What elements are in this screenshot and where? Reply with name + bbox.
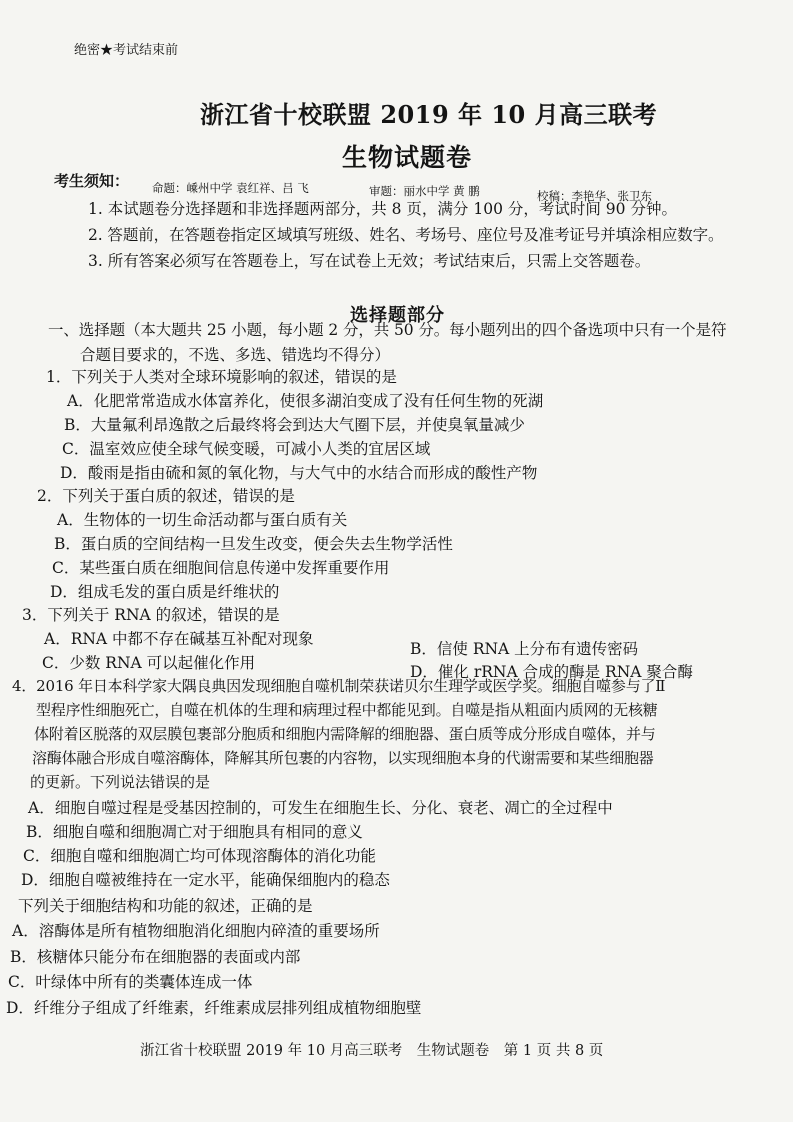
question-stem: 4．2016 年日本科学家大隅良典因发现细胞自噬机制荣获诺贝尔生理学或医学奖。细胞自噬参与了Ⅱ — [12, 677, 666, 695]
option-a: A．化肥常常造成水体富养化，使很多湖泊变成了没有任何生物的死湖 — [67, 392, 544, 410]
exam-title: 浙江省十校联盟 2019 年 10 月高三联考 — [200, 100, 658, 129]
notice-item: 1. 本试题卷分选择题和非选择题两部分，共 8 页，满分 100 分，考试时间 90 分钟。 — [88, 200, 677, 218]
option-a: A．RNA 中都不存在碱基互补配对现象 — [44, 630, 314, 648]
notice-item: 2. 答题前，在答题卷指定区域填写班级、姓名、考场号、座位号及准考证号并填涂相应数字。 — [88, 226, 724, 244]
option-d: D．酸雨是指由硫和氮的氧化物，与大气中的水结合而形成的酸性产物 — [60, 464, 538, 482]
option-b: B．细胞自噬和细胞凋亡对于细胞具有相同的意义 — [26, 823, 363, 841]
question-stem: 下列关于细胞结构和功能的叙述，正确的是 — [18, 897, 313, 915]
option-c: C．少数 RNA 可以起催化作用 — [42, 654, 256, 672]
section-instruction: 一、选择题（本大题共 25 小题，每小题 2 分，共 50 分。每小题列出的四个备选项中只有一个是符 — [48, 321, 727, 339]
section-instruction: 合题目要求的，不选、多选、错选均不得分） — [80, 346, 391, 364]
notice-heading: 考生须知： — [54, 172, 130, 190]
option-c: C．叶绿体中所有的类囊体连成一体 — [8, 973, 253, 991]
notice-item: 3. 所有答案必须写在答题卷上，写在试卷上无效；考试结束后，只需上交答题卷。 — [88, 252, 651, 270]
reviewer-credit: 审题：丽水中学 黄 鹏 — [369, 184, 480, 198]
question-stem: 3．下列关于 RNA 的叙述，错误的是 — [22, 606, 280, 624]
secret-mark: 绝密★考试结束前 — [74, 43, 179, 58]
question-stem: 的更新。下列说法错误的是 — [30, 773, 211, 791]
option-b: B．大量氟利昂逸散之后最终将会到达大气圈下层，并使臭氧量减少 — [64, 416, 525, 434]
option-d: D．细胞自噬被维持在一定水平，能确保细胞内的稳态 — [21, 871, 390, 889]
question-stem: 溶酶体融合形成自噬溶酶体，降解其所包裹的内容物，以实现细胞本身的代谢需要和某些细胞器 — [32, 749, 654, 767]
option-b: B．蛋白质的空间结构一旦发生改变，便会失去生物学活性 — [54, 535, 453, 553]
option-c: C．某些蛋白质在细胞间信息传递中发挥重要作用 — [52, 559, 390, 577]
option-d: D．纤维分子组成了纤维素，纤维素成层排列组成植物细胞壁 — [6, 999, 422, 1017]
option-b: B．信使 RNA 上分布有遗传密码 — [410, 640, 639, 658]
section-title: 选择题部分 — [350, 305, 445, 326]
proofreader-credit: 校稿：李艳华、张卫东 — [537, 189, 652, 203]
page-footer: 浙江省十校联盟 2019 年 10 月高三联考 生物试题卷 第 1 页 共 8 页 — [140, 1043, 604, 1059]
option-d: D．催化 rRNA 合成的酶是 RNA 聚合酶 — [410, 663, 693, 681]
question-stem: 1．下列关于人类对全球环境影响的叙述，错误的是 — [46, 368, 397, 386]
option-a: A．溶酶体是所有植物细胞消化细胞内碎渣的重要场所 — [12, 922, 380, 940]
option-a: A．细胞自噬过程是受基因控制的，可发生在细胞生长、分化、衰老、凋亡的全过程中 — [28, 799, 613, 817]
option-b: B．核糖体只能分布在细胞器的表面或内部 — [10, 948, 301, 966]
option-d: D．组成毛发的蛋白质是纤维状的 — [50, 583, 280, 601]
option-a: A．生物体的一切生命活动都与蛋白质有关 — [57, 511, 348, 529]
exam-subtitle: 生物试题卷 — [342, 143, 473, 172]
option-c: C．温室效应使全球气候变暖，可减小人类的宜居区域 — [62, 440, 431, 458]
question-stem: 2．下列关于蛋白质的叙述，错误的是 — [37, 487, 295, 505]
question-stem: 体附着区脱落的双层膜包裹部分胞质和细胞内需降解的细胞器、蛋白质等成分形成自噬体，并与 — [34, 725, 656, 743]
question-stem: 型程序性细胞死亡，自噬在机体的生理和病理过程中都能见到。自噬是指从粗面内质网的无核糖 — [36, 701, 658, 719]
option-c: C．细胞自噬和细胞凋亡均可体现溶酶体的消化功能 — [23, 847, 376, 865]
setter-credit: 命题：嵊州中学 袁红祥、吕 飞 — [152, 181, 309, 195]
